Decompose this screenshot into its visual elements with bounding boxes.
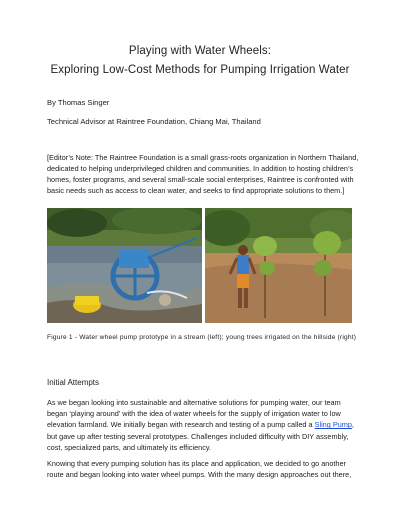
sling-pump-link[interactable]: Sling Pump xyxy=(314,420,352,430)
document-title-line2: Exploring Low-Cost Methods for Pumping Irrigation Water xyxy=(50,64,350,76)
paragraph-text-start: As we began looking into sustainable and alternative solutions for pumping water, our team began ‘playing around’ with the idea of water wheels for the supply of irrigation water to low elevation farmland. We initially began with research and testing of a pump called a xyxy=(47,398,341,430)
editors-note: [Editor’s Note: The Raintree Foundation is a small grass-roots organization in Northern Thailand, dedicated to helping underprivileged children and communities. In addition to hosting children’s homes, foster programs, and several small-scale social enterprises, Raintree is confronted with basic needs such as access to clean water, and seeks to find appropriate solutions to them.] xyxy=(47,153,359,195)
figure-caption: Figure 1 - Water wheel pump prototype in a stream (left); young trees irrigated on the hillside (right) xyxy=(47,334,357,341)
author-byline: By Thomas Singer xyxy=(47,98,110,107)
section-heading: Initial Attempts xyxy=(47,378,100,387)
water-wheel-photo xyxy=(47,208,202,323)
hillside-trees-photo xyxy=(205,208,352,323)
paragraph-text-end: , but gave up after testing several prototypes. Challenges included difficulty with DIY assembly, cost, specialized parts, and ultimately its efficiency. xyxy=(47,420,354,452)
author-affiliation: Technical Advisor at Raintree Foundation, Chiang Mai, Thailand xyxy=(47,117,261,126)
paragraph-water-wheel-pumps: Knowing that every pumping solution has its place and application, we decided to go another route and began looking into water wheel pumps. With the many design approaches out there, xyxy=(47,459,352,480)
document-title-line1: Playing with Water Wheels: xyxy=(128,45,272,57)
paragraph-initial-attempts xyxy=(47,397,361,453)
